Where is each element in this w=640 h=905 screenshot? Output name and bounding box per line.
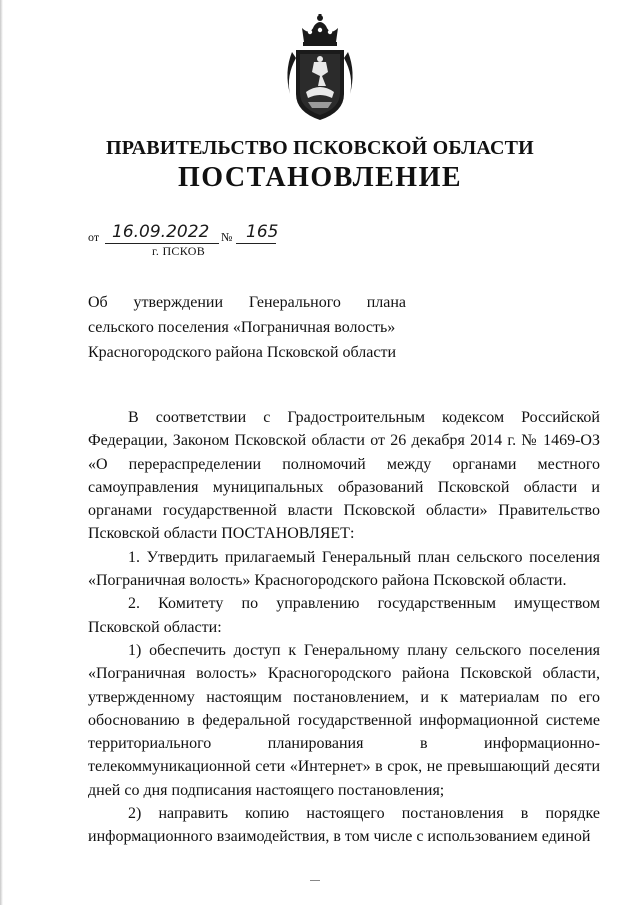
handwritten-date: 16.09.2022	[112, 222, 210, 242]
number-underline	[236, 243, 276, 244]
subject-line: Об утверждении Генерального плана	[88, 294, 406, 311]
body-paragraph: 1. Утвердить прилагаемый Генеральный план сельского поселения «Пограничная волость» Красногородского района Псковской области.	[88, 548, 600, 590]
document-type-title: ПОСТАНОВЛЕНИЕ	[177, 162, 463, 193]
coat-of-arms-icon	[282, 12, 358, 122]
number-label: №	[221, 230, 233, 244]
subject-line: сельского поселения «Пограничная волость»	[88, 319, 396, 336]
subject-line: Красногородского района Псковской области	[88, 344, 397, 361]
subject-block	[88, 290, 406, 365]
body-paragraph: 1) обеспечить доступ к Генеральному плану сельского поселения «Пограничная волость» Красногородского района Псковской области, утвержденному настоящим постановлением, и к материалам по его обоснованию в федеральной государственной информационной системе территориального планирования в информационно-телекоммуникационной сети «Интернет» в срок, не превышающий десяти дней со дня подписания настоящего постановления;	[88, 641, 600, 799]
page-mark	[310, 880, 320, 881]
date-from-label: от	[88, 230, 100, 244]
government-title: ПРАВИТЕЛЬСТВО ПСКОВСКОЙ ОБЛАСТИ	[106, 137, 534, 159]
handwritten-number: 165	[246, 222, 279, 242]
document-body	[88, 406, 600, 849]
body-paragraph: 2. Комитету по управлению государственным имуществом Псковской области:	[88, 595, 600, 636]
body-paragraph: 2) направить копию настоящего постановления в порядке информационного взаимодействия, в том числе с использованием единой	[88, 805, 600, 846]
body-paragraph: В соответствии с Градостроительным кодексом Российской Федерации, Законом Псковской области от 26 декабря 2014 г. № 1469-ОЗ «О перераспределении полномочий между органами местного самоуправления муниципальных образований Псковской области и органами государственной власти Псковской области» Правительство Псковской области ПОСТАНОВЛЯЕТ:	[88, 409, 600, 543]
dateline	[88, 222, 388, 246]
city-label: г. ПСКОВ	[152, 244, 206, 258]
page-edge-shadow	[0, 0, 3, 905]
